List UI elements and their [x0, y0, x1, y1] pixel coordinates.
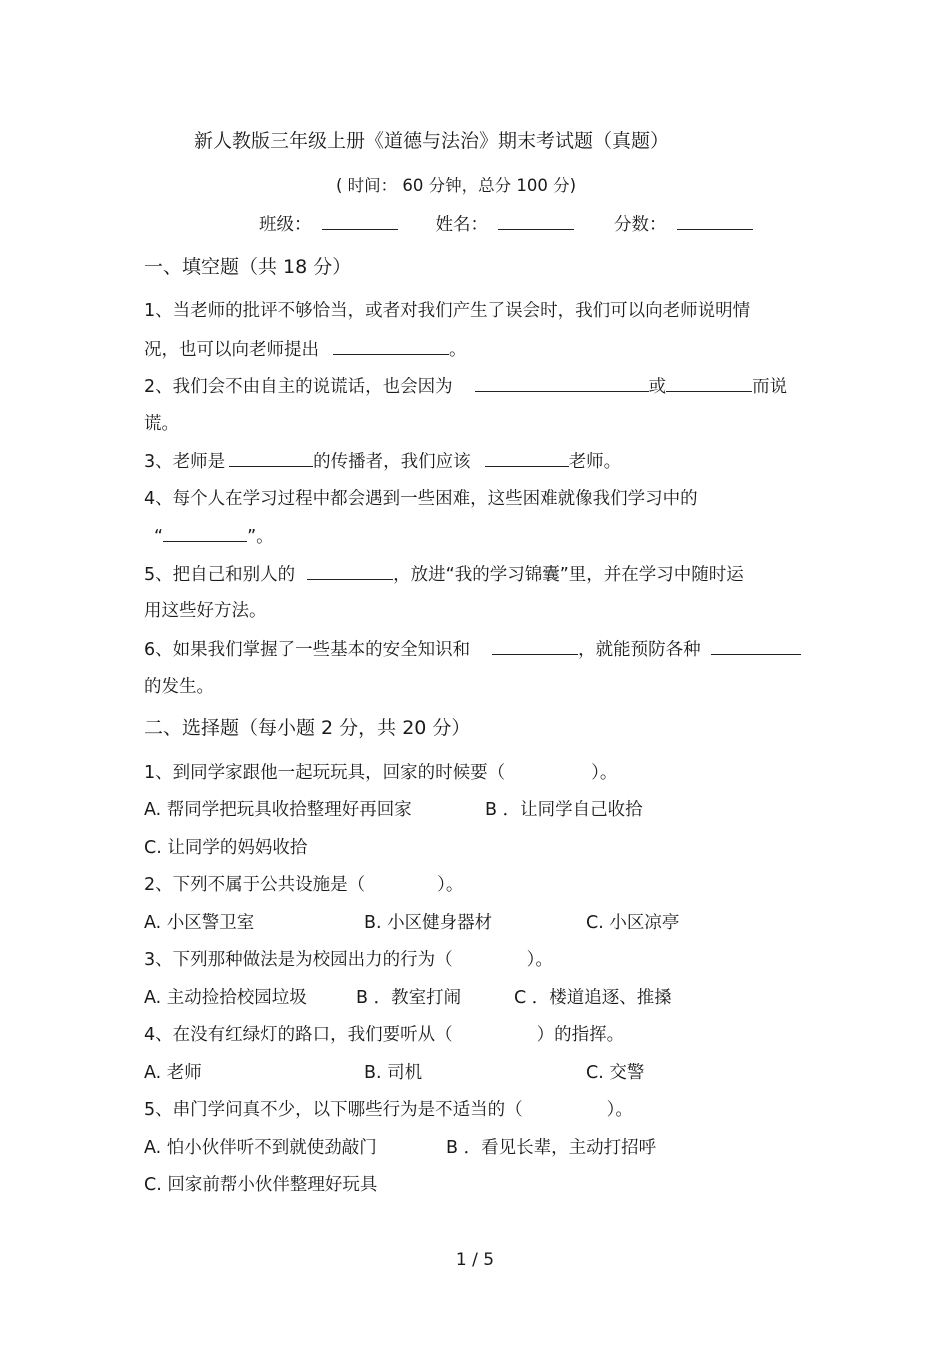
s2-q3-option-a: A. 主动捡拾校园垃圾	[144, 988, 307, 1008]
section2-heading: 二、选择题（每小题 2 分，共 20 分）	[144, 717, 471, 739]
s1-q1-line1: 1、当老师的批评不够恰当，或者对我们产生了误会时，我们可以向老师说明情	[144, 301, 751, 321]
s2-q2-option-b: B. 小区健身器材	[364, 913, 493, 933]
s1-q6-a: 6、如果我们掌握了一些基本的安全知识和	[144, 640, 471, 660]
s2-q5-option-c: C. 回家前帮小伙伴整理好玩具	[144, 1175, 378, 1195]
s1-q4-blank	[163, 525, 247, 542]
section1-heading: 一、填空题（共 18 分）	[144, 256, 352, 278]
exam-info: ( 时间： 60 分钟，总分 100 分)	[336, 176, 577, 195]
s2-q1-option-a: A. 帮同学把玩具收拾整理好再回家	[144, 800, 412, 820]
s2-q2-stem-text: 2、下列不属于公共设施是（	[144, 875, 366, 895]
s1-q2-or: 或	[648, 377, 667, 397]
s1-q6-line1	[144, 638, 801, 661]
s1-q3-a: 3、老师是	[144, 452, 226, 472]
s2-q4-option-a: A. 老师	[144, 1063, 202, 1083]
s1-q2-blank2	[666, 375, 752, 392]
s2-q2-stem	[144, 874, 463, 896]
s1-q2-tail: 而说	[752, 377, 788, 397]
s1-q4-line1: 4、每个人在学习过程中都会遇到一些困难，这些困难就像我们学习中的	[144, 489, 698, 509]
s2-q1-stem	[144, 762, 617, 784]
s1-q5-blank	[307, 563, 393, 580]
s2-q3-stem	[144, 949, 553, 971]
s1-q2-text: 2、我们会不由自主的说谎话，也会因为	[144, 377, 453, 397]
name-blank	[498, 213, 574, 230]
s1-q3-blank2	[485, 450, 569, 467]
s2-q5-stem	[144, 1099, 633, 1121]
s1-q5-line2: 用这些好方法。	[144, 601, 267, 621]
s2-q3-stem-end: ）。	[526, 950, 553, 970]
s2-q1-stem-end: ）。	[591, 763, 618, 783]
s1-q3-b: 的传播者，我们应该	[313, 452, 471, 472]
page-number: 1 / 5	[455, 1250, 495, 1270]
class-blank	[322, 213, 398, 230]
s1-q5-a: 5、把自己和别人的	[144, 565, 296, 585]
s2-q3-stem-text: 3、下列那种做法是为校园出力的行为（	[144, 950, 453, 970]
s2-q5-stem-text: 5、串门学问真不少，以下哪些行为是不适当的（	[144, 1100, 523, 1120]
s1-q1-line2	[144, 338, 467, 361]
s1-q5-line1	[144, 563, 744, 586]
name-label: 姓名：	[435, 215, 488, 235]
s1-q1-blank	[333, 338, 449, 355]
s2-q2-option-c: C. 小区凉亭	[586, 913, 680, 933]
s1-q6-blank1	[492, 638, 578, 655]
s2-q1-option-b: B ．让同学自己收拾	[485, 800, 643, 820]
s2-q4-stem-text: 4、在没有红绿灯的路口，我们要听从（	[144, 1025, 453, 1045]
s1-q1-end: 。	[449, 340, 467, 360]
s2-q3-option-c: C ．楼道追逐、推搡	[514, 988, 672, 1008]
s1-q2-line2: 谎。	[144, 414, 179, 434]
s2-q2-option-a: A. 小区警卫室	[144, 913, 255, 933]
s2-q4-stem	[144, 1024, 624, 1046]
s1-q3-c: 老师。	[568, 452, 622, 472]
s2-q4-option-b: B. 司机	[364, 1063, 423, 1083]
s1-q4-line2	[144, 525, 274, 548]
s1-q5-b: ，放进“我的学习锦囊”里，并在学习中随时运	[393, 565, 744, 585]
score-blank	[677, 213, 753, 230]
s1-q2-blank1	[475, 375, 649, 392]
s1-q4-close-quote: ”。	[247, 527, 274, 547]
s1-q6-b: ，就能预防各种	[578, 640, 701, 660]
s1-q3	[144, 450, 621, 473]
s2-q2-stem-end: ）。	[437, 875, 464, 895]
s1-q2-line1	[144, 375, 787, 398]
s1-q6-line2: 的发生。	[144, 677, 214, 697]
exam-title: 新人教版三年级上册《道德与法治》期末考试题（真题）	[194, 130, 670, 152]
s1-q3-blank1	[229, 450, 313, 467]
s2-q5-option-a: A. 怕小伙伴听不到就使劲敲门	[144, 1138, 377, 1158]
s2-q4-option-c: C. 交警	[586, 1063, 645, 1083]
class-label: 班级：	[259, 215, 312, 235]
score-label: 分数：	[614, 215, 667, 235]
s2-q1-option-c: C. 让同学的妈妈收拾	[144, 838, 308, 858]
s2-q3-option-b: B ．教室打闹	[356, 988, 462, 1008]
s2-q5-option-b: B ．看见长辈，主动打招呼	[446, 1138, 657, 1158]
s1-q6-blank2	[711, 638, 801, 655]
s2-q5-stem-end: ）。	[606, 1100, 633, 1120]
s2-q1-stem-text: 1、到同学家跟他一起玩玩具，回家的时候要（	[144, 763, 506, 783]
s1-q4-open-quote: “	[154, 527, 164, 547]
s2-q4-stem-end: ）的指挥。	[536, 1025, 625, 1045]
student-fields	[259, 213, 753, 236]
s1-q1-text: 况，也可以向老师提出	[144, 340, 319, 360]
